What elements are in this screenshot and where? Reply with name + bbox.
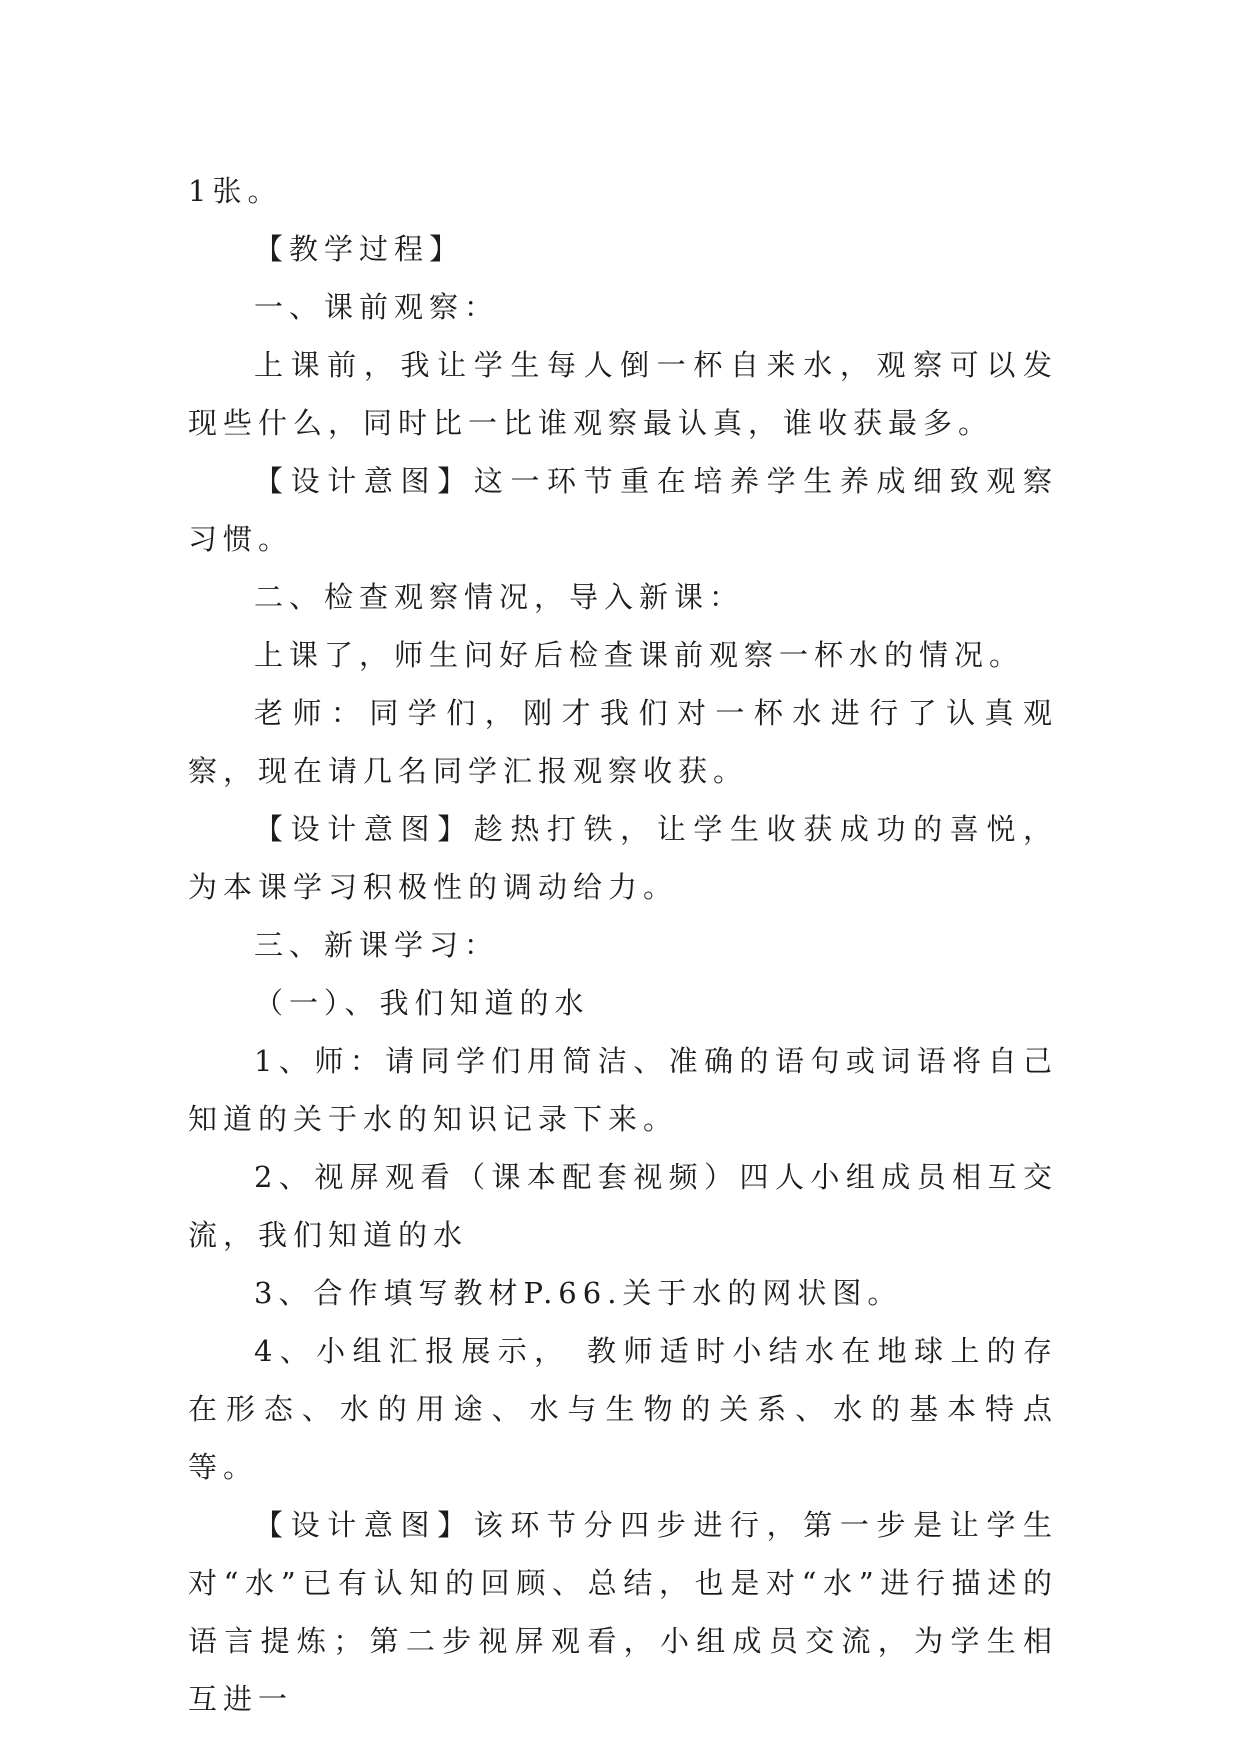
heading-new-lesson: 三、新课学习： bbox=[254, 928, 500, 962]
list-item-1: 1、师：请同学们用简洁、准确的语句或词语将自己知道的关于水的知识记录下来。 bbox=[188, 1044, 1058, 1136]
paragraph-design-intent-1: 【设计意图】这一环节重在培养学生养成细致观察习惯。 bbox=[188, 464, 1058, 556]
paragraph-design-intent-3: 【设计意图】该环节分四步进行，第一步是让学生对“水”已有认知的回顾、总结，也是对“水”进行描述的语言提炼；第二步视屏观看，小组成员交流，为学生相互进一 bbox=[188, 1508, 1058, 1716]
paragraph-class-start: 上课了，师生问好后检查课前观察一杯水的情况。 bbox=[254, 638, 1025, 672]
subheading-known-water: （一）、我们知道的水 bbox=[254, 986, 590, 1020]
paragraph-design-intent-2: 【设计意图】趁热打铁，让学生收获成功的喜悦，为本课学习积极性的调动给力。 bbox=[188, 812, 1058, 904]
paragraph-teacher: 老师：同学们，刚才我们对一杯水进行了认真观察，现在请几名同学汇报观察收获。 bbox=[188, 696, 1058, 788]
document-body bbox=[188, 162, 1058, 1728]
list-item-2: 2、视屏观看（课本配套视频）四人小组成员相互交流，我们知道的水 bbox=[188, 1160, 1058, 1252]
list-item-3: 3、合作填写教材P.66.关于水的网状图。 bbox=[254, 1276, 903, 1310]
paragraph-continuation: 1张。 bbox=[188, 174, 283, 208]
heading-teaching-process: 【教学过程】 bbox=[254, 232, 465, 266]
heading-pre-class-observation: 一、课前观察： bbox=[254, 290, 500, 324]
paragraph-pre-class: 上课前，我让学生每人倒一杯自来水，观察可以发现些什么，同时比一比谁观察最认真，谁收获最多。 bbox=[188, 348, 1058, 440]
heading-check-observation: 二、检查观察情况，导入新课： bbox=[254, 580, 745, 614]
list-item-4: 4、小组汇报展示， 教师适时小结水在地球上的存在形态、水的用途、水与生物的关系、水的基本特点等。 bbox=[188, 1334, 1058, 1484]
